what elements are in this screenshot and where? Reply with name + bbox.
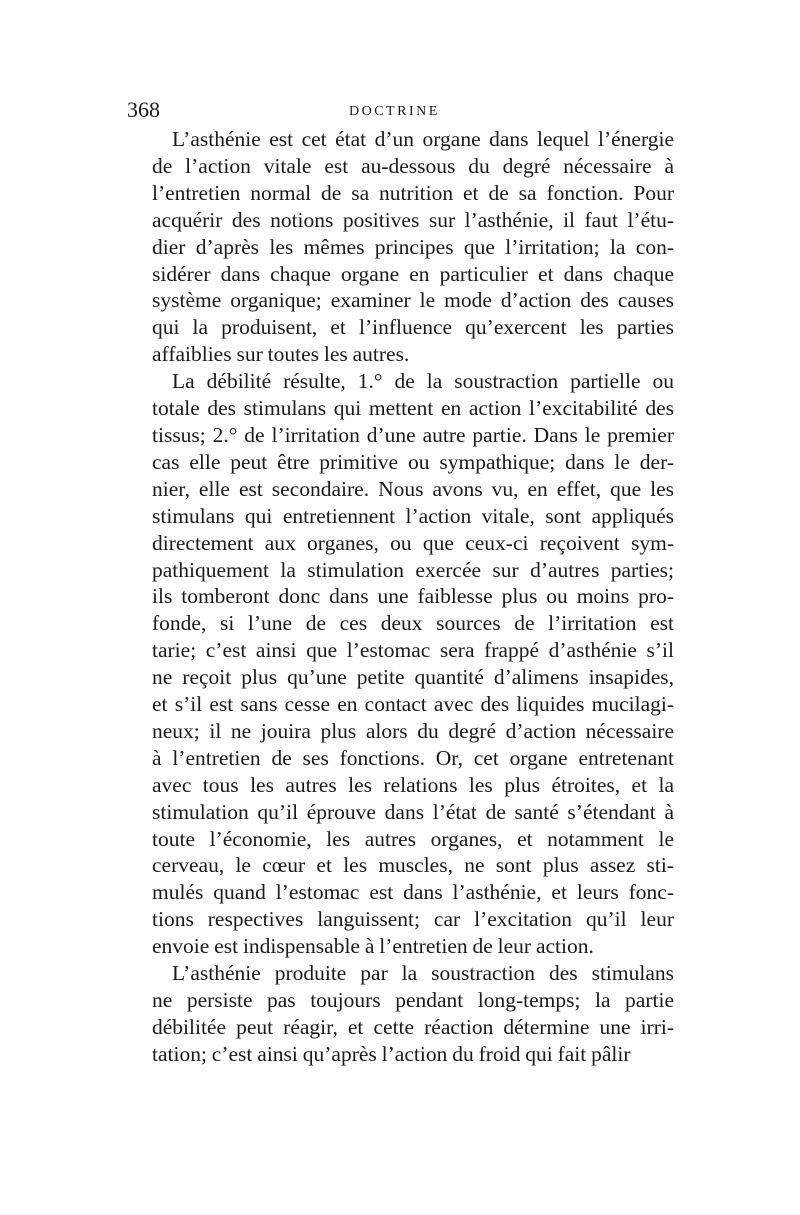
text-line: pathiquement la stimulation exercée sur d’autres parties; — [152, 557, 674, 582]
text-line: mulés quand l’estomac est dans l’asthénie, et leurs fonc- — [152, 880, 674, 905]
text-line: qui la produisent, et l’influence qu’exercent les parties — [152, 315, 674, 340]
text-line: La débilité résulte, 1.° de la soustraction partielle ou — [172, 369, 674, 394]
text-line: tation; c’est ainsi qu’après l’action du froid qui fait pâlir — [152, 1041, 631, 1066]
text-line: L’asthénie produite par la soustraction des stimulans — [172, 961, 674, 986]
paragraph — [134, 960, 674, 1068]
body-text — [134, 126, 674, 1068]
text-line: sidérer dans chaque organe en particulier et dans chaque — [152, 261, 674, 286]
text-line: tions respectives languissent; car l’excitation qu’il leur — [152, 907, 674, 932]
running-title: DOCTRINE — [349, 104, 440, 119]
text-line: et s’il est sans cesse en contact avec des liquides mucilagi- — [152, 692, 674, 717]
text-line: débilitée peut réagir, et cette réaction détermine une irri- — [152, 1014, 674, 1039]
text-line: ne reçoit plus qu’une petite quantité d’alimens insapides, — [152, 665, 674, 690]
text-line: acquérir des notions positives sur l’asthénie, il faut l’étu- — [152, 207, 674, 232]
text-line: cas elle peut être primitive ou sympathique; dans le der- — [152, 449, 674, 474]
text-line: à l’entretien de ses fonctions. Or, cet organe entretenant — [152, 745, 674, 770]
text-line: de l’action vitale est au-dessous du degré nécessaire à — [152, 153, 674, 178]
text-line: neux; il ne jouira plus alors du degré d’action nécessaire — [152, 718, 674, 743]
text-line: affaiblies sur toutes les autres. — [152, 342, 410, 367]
text-line: tissus; 2.° de l’irritation d’une autre partie. Dans le premier — [152, 422, 674, 447]
text-line: stimulans qui entretiennent l’action vitale, sont appliqués — [152, 503, 674, 528]
text-line: avec tous les autres les relations les plus étroites, et la — [152, 772, 674, 797]
text-line: L’asthénie est cet état d’un organe dans lequel l’énergie — [172, 127, 674, 151]
text-line: cerveau, le cœur et les muscles, ne sont plus assez sti- — [152, 853, 674, 878]
text-line: directement aux organes, ou que ceux-ci reçoivent sym- — [152, 530, 674, 555]
text-line: envoie est indispensable à l’entretien de leur action. — [152, 934, 594, 959]
running-head — [127, 92, 687, 128]
text-line: nier, elle est secondaire. Nous avons vu, en effet, que les — [152, 476, 674, 501]
text-line: fonde, si l’une de ces deux sources de l’irritation est — [152, 611, 674, 636]
text-line: tarie; c’est ainsi que l’estomac sera frappé d’asthénie s’il — [152, 638, 674, 663]
paragraph — [134, 368, 674, 960]
text-line: toute l’économie, les autres organes, et notamment le — [152, 826, 674, 851]
text-line: dier d’après les mêmes principes que l’irritation; la con- — [152, 234, 674, 259]
text-line: stimulation qu’il éprouve dans l’état de santé s’étendant à — [152, 799, 674, 824]
text-line: l’entretien normal de sa nutrition et de sa fonction. Pour — [152, 180, 674, 205]
text-line: ne persiste pas toujours pendant long-temps; la partie — [152, 988, 674, 1012]
text-line: totale des stimulans qui mettent en action l’excitabilité des — [152, 396, 674, 421]
text-line: système organique; examiner le mode d’action des causes — [152, 288, 674, 313]
text-line: ils tomberont donc dans une faiblesse plus ou moins pro- — [152, 584, 674, 609]
paragraph — [134, 126, 674, 368]
page-number: 368 — [127, 97, 160, 122]
